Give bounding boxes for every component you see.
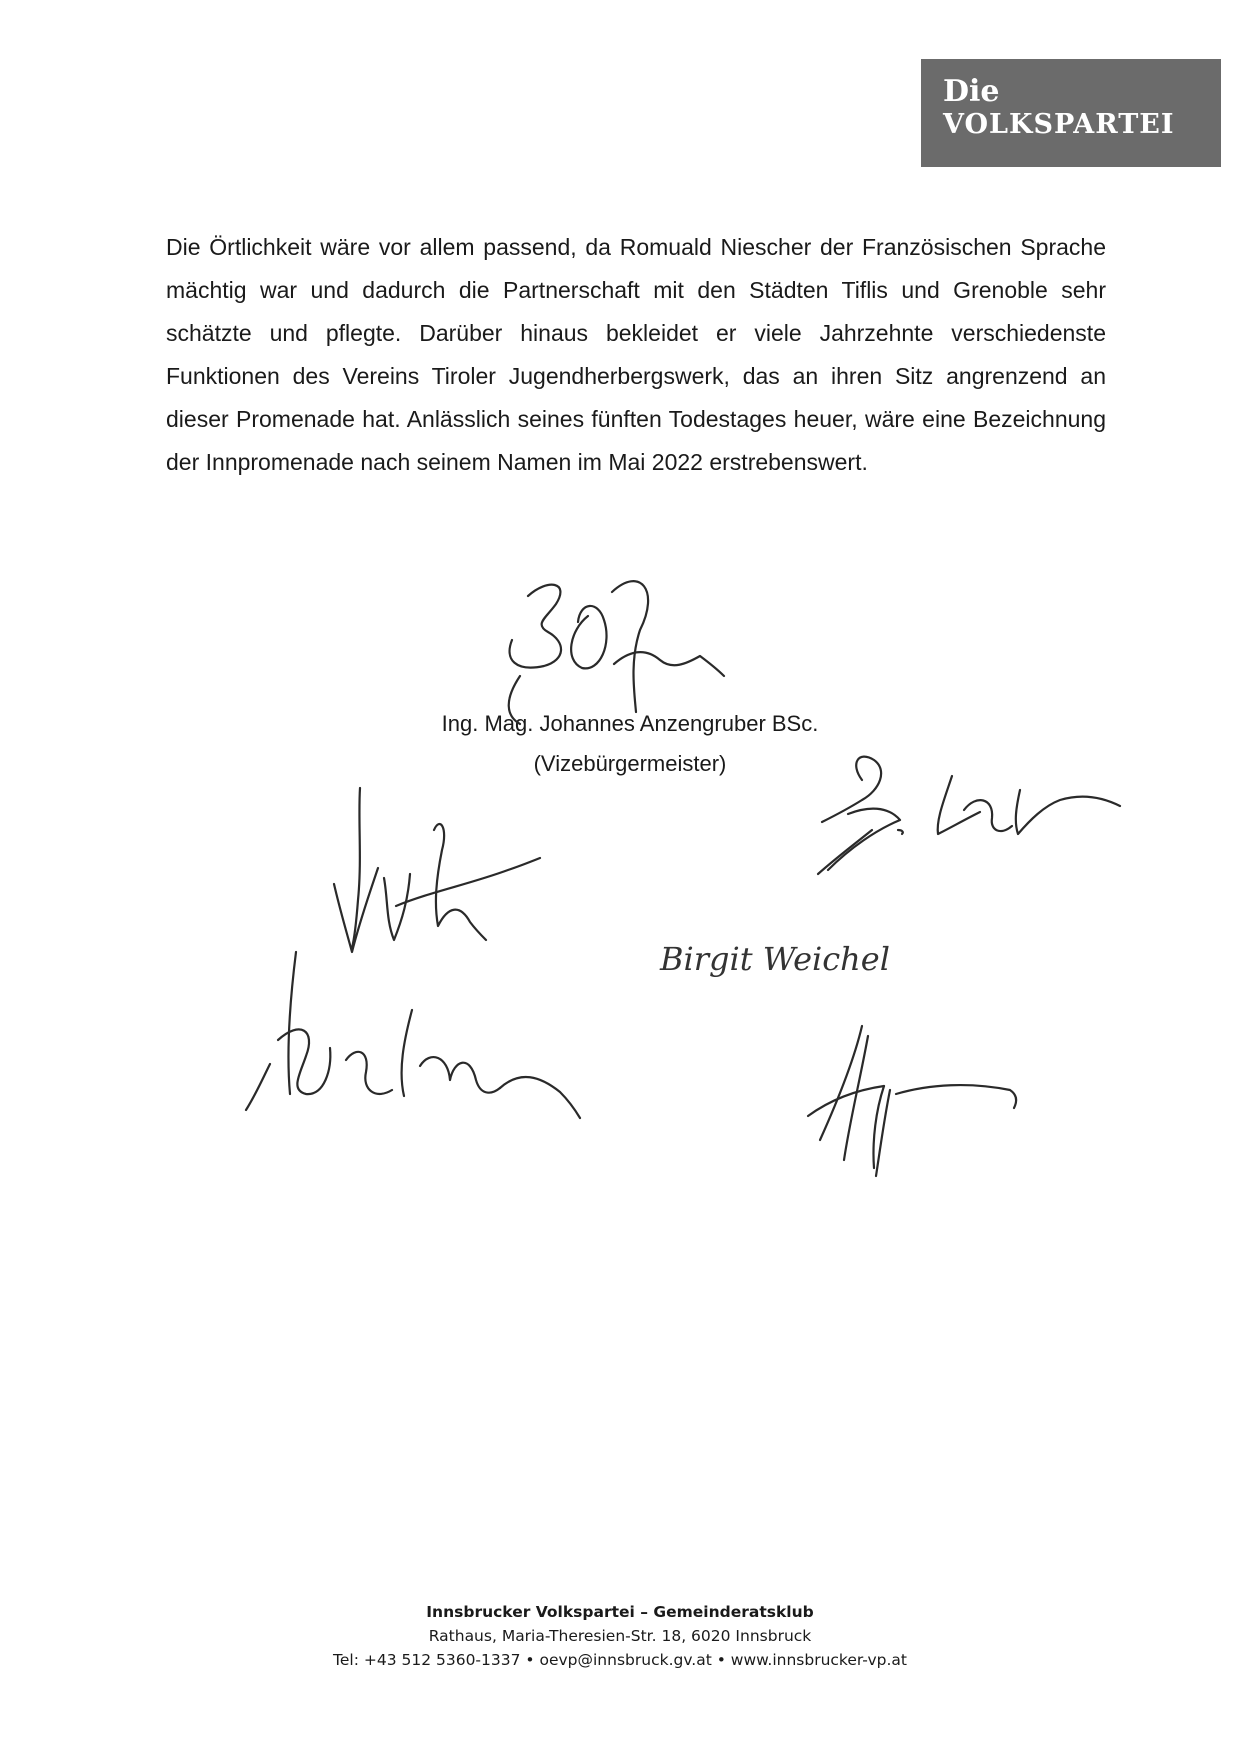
volkspartei-logo	[921, 59, 1221, 167]
logo-line-1: Die	[943, 74, 1000, 109]
signature-left-top	[334, 788, 540, 952]
logo-line-2: VOLKSPARTEI	[943, 109, 1175, 140]
signature-right-bottom	[808, 1026, 1016, 1176]
signatory-name: Ing. Mag. Johannes Anzengruber BSc.	[441, 711, 819, 736]
signature-birgit: Birgit Weichel	[660, 940, 890, 978]
signatory-title: (Vizebürgermeister)	[533, 751, 727, 776]
footer	[220, 1600, 1020, 1672]
footer-contact: Tel: +43 512 5360-1337 • oevp@innsbruck.gv.at • www.innsbrucker-vp.at	[333, 1651, 907, 1669]
signature-anzengruber	[509, 581, 724, 724]
body-paragraph: Die Örtlichkeit wäre vor allem passend, da Romuald Niescher der Französischen Sprache mächtig war und dadurch die Partnerschaft mit den Städten Tiflis und Grenoble sehr schätzte und pflegte. Darüber hinaus bekleidet er viele Jahrzehnte verschiedenste Funktionen des Vereins Tiroler Jugendherbergswerk, das an ihren Sitz angrenzend an dieser Promenade hat. Anlässlich seines fünften Todestages heuer, wäre eine Bezeichnung der Innpromenade nach seinem Namen im Mai 2022 erstrebenswert.	[166, 234, 1106, 475]
signatory-block	[330, 704, 930, 784]
footer-address: Rathaus, Maria-Theresien-Str. 18, 6020 Innsbruck	[428, 1627, 812, 1645]
footer-org: Innsbrucker Volkspartei – Gemeinderatsklub	[426, 1603, 814, 1621]
signature-left-bottom	[246, 952, 580, 1118]
